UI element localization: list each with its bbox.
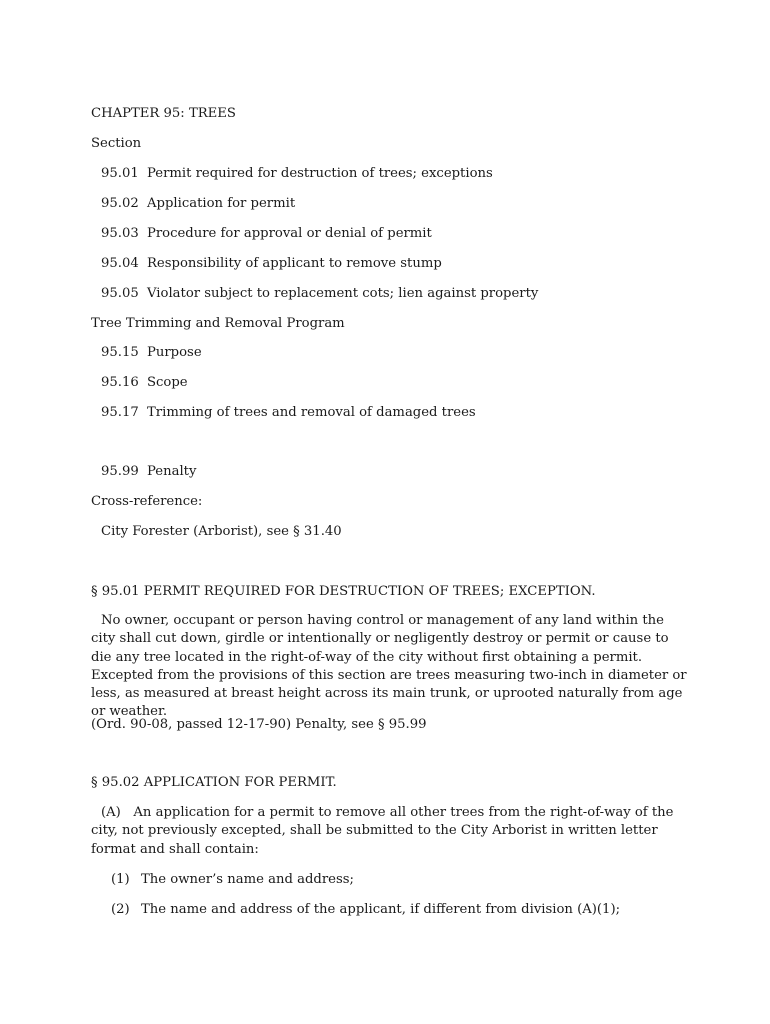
section-body: No owner, occupant or person having control or management of any land within the city shall cut down, girdle or intentionally or negligently destroy or permit or cause to die any tree located in the right-of-way of the city without first obtaining a permit. Excepted from the provisions of this section are trees measuring two-inch in diameter or less, as measured at breast height across its main trunk, or uprooted naturally from age or weather. bbox=[91, 613, 687, 720]
cross-reference-text: City Forester (Arborist), see § 31.40 bbox=[101, 524, 342, 539]
toc-title: Purpose bbox=[147, 345, 202, 360]
toc-entry bbox=[101, 374, 188, 392]
toc-title: Penalty bbox=[147, 464, 197, 479]
toc-title: Trimming of trees and removal of damaged trees bbox=[147, 405, 476, 420]
toc-entry bbox=[101, 225, 432, 243]
toc-entry bbox=[101, 255, 442, 273]
toc-number: 95.03 bbox=[101, 226, 139, 241]
cross-reference-label: Cross-reference: bbox=[91, 494, 203, 509]
toc-number: 95.15 bbox=[101, 345, 139, 360]
toc-title: Procedure for approval or denial of permit bbox=[147, 226, 432, 241]
toc-title: Scope bbox=[147, 375, 188, 390]
list-item-text: The owner’s name and address; bbox=[141, 872, 354, 887]
toc-number: 95.17 bbox=[101, 405, 139, 420]
toc-entry bbox=[101, 195, 295, 213]
paragraph-label: (A) bbox=[101, 805, 121, 820]
toc-title: Responsibility of applicant to remove stump bbox=[147, 256, 442, 271]
list-item-number: (2) bbox=[111, 902, 130, 917]
toc-title: Violator subject to replacement cots; lien against property bbox=[147, 286, 539, 301]
toc-number: 95.01 bbox=[101, 166, 139, 181]
list-item-number: (1) bbox=[111, 872, 130, 887]
toc-entry bbox=[101, 463, 196, 481]
toc-number: 95.02 bbox=[101, 196, 139, 211]
section-paragraph-a bbox=[91, 804, 691, 859]
toc-subheading: Tree Trimming and Removal Program bbox=[91, 316, 345, 331]
toc-number: 95.99 bbox=[101, 464, 139, 479]
list-item bbox=[111, 901, 620, 919]
list-item-text: The name and address of the applicant, if different from division (A)(1); bbox=[141, 902, 621, 917]
toc-entry bbox=[101, 285, 538, 303]
toc-number: 95.04 bbox=[101, 256, 139, 271]
toc-title: Permit required for destruction of trees; exceptions bbox=[147, 166, 493, 181]
chapter-title: CHAPTER 95: TREES bbox=[91, 106, 236, 121]
section-label: Section bbox=[91, 136, 142, 151]
section-heading: § 95.01 PERMIT REQUIRED FOR DESTRUCTION OF TREES; EXCEPTION. bbox=[91, 584, 596, 599]
toc-number: 95.05 bbox=[101, 286, 139, 301]
section-heading: § 95.02 APPLICATION FOR PERMIT. bbox=[91, 775, 337, 790]
toc-entry bbox=[101, 165, 493, 183]
toc-entry bbox=[101, 404, 476, 422]
toc-number: 95.16 bbox=[101, 375, 139, 390]
section-history: (Ord. 90-08, passed 12-17-90) Penalty, see § 95.99 bbox=[91, 717, 427, 732]
list-item bbox=[111, 871, 354, 889]
toc-title: Application for permit bbox=[147, 196, 296, 211]
paragraph-text: An application for a permit to remove all other trees from the right-of-way of the city, not previously excepted, shall be submitted to the City Arborist in written letter format and shall contain: bbox=[91, 805, 674, 857]
toc-entry bbox=[101, 344, 202, 362]
